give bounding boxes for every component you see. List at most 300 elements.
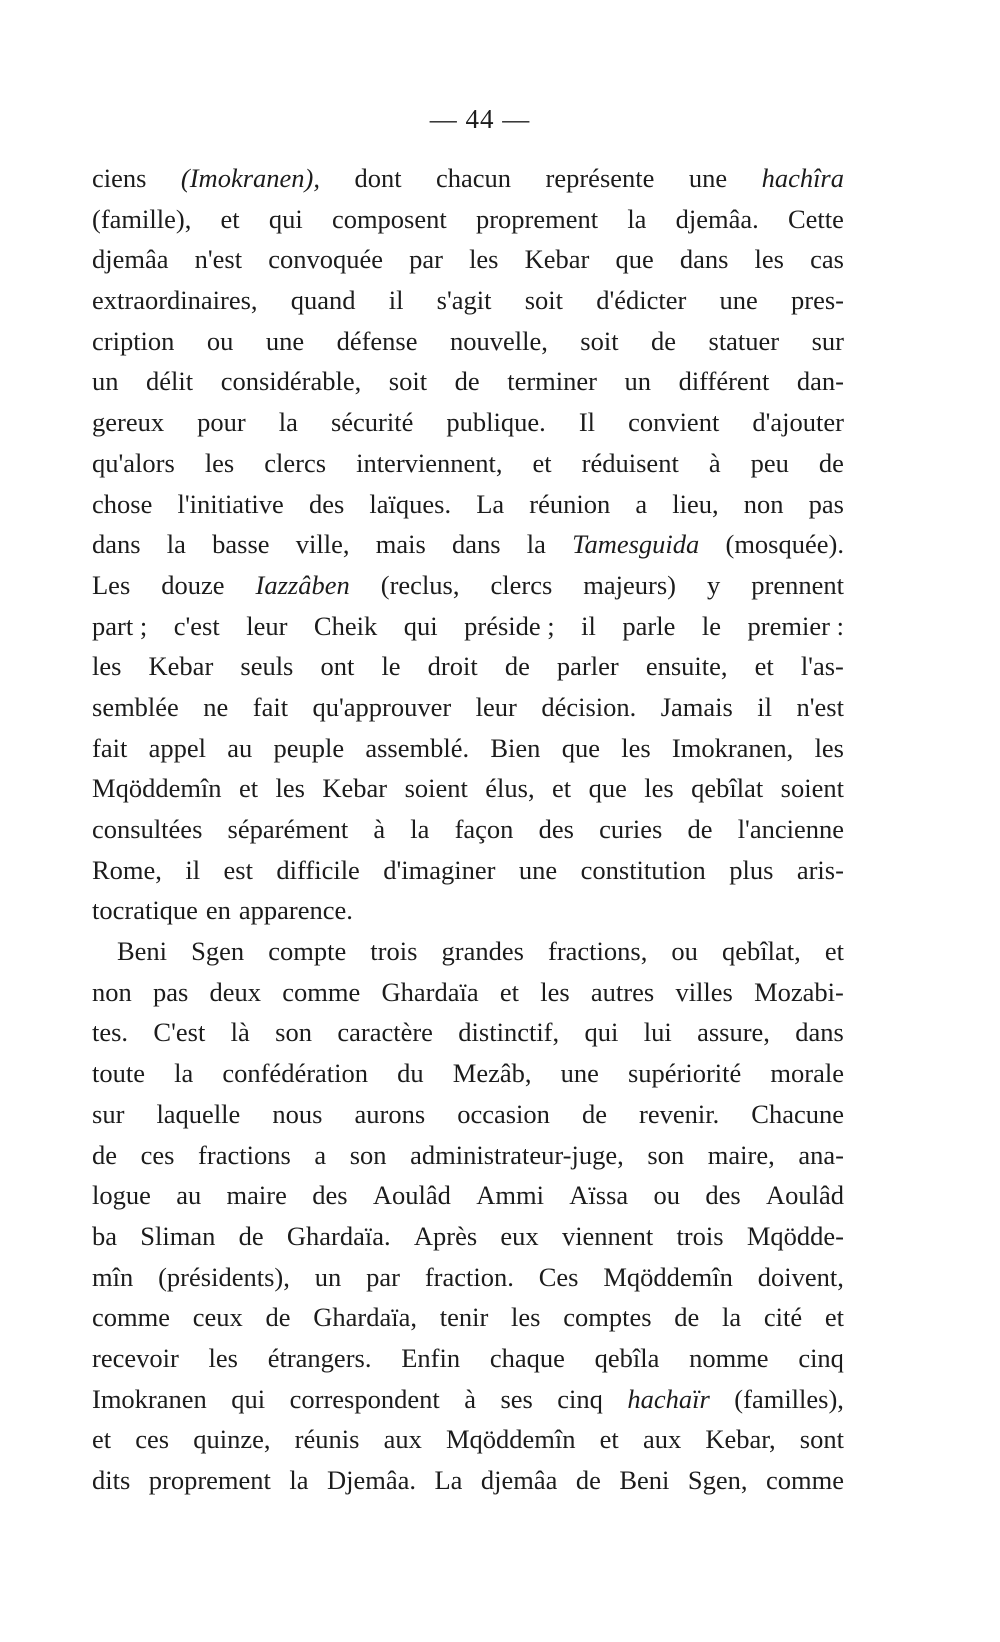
word: convoquée <box>268 244 383 275</box>
word: des <box>312 1180 348 1211</box>
word: la <box>526 529 546 560</box>
word: un <box>624 366 652 397</box>
word: eux <box>500 1220 539 1251</box>
word: qebîlat <box>691 773 764 804</box>
word: part ; <box>92 610 148 641</box>
word: cité <box>763 1302 803 1333</box>
text-line <box>92 1175 844 1216</box>
word: La <box>476 488 505 519</box>
word: qui <box>231 1383 266 1414</box>
word: mais <box>375 529 426 560</box>
word: recevoir <box>92 1342 179 1373</box>
text-line <box>92 890 844 931</box>
word: apparence. <box>238 895 353 926</box>
word: Les <box>92 569 131 600</box>
word: correspondent <box>289 1383 440 1414</box>
text-line <box>92 972 844 1013</box>
word: et <box>552 773 572 804</box>
word: ou <box>653 1180 680 1211</box>
word: de <box>92 1139 118 1170</box>
word: Mqödde- <box>746 1220 844 1251</box>
word: de <box>651 325 677 356</box>
word: leur <box>246 610 288 641</box>
word: Mqöddemîn <box>92 773 222 804</box>
word: d'ajouter <box>752 407 844 438</box>
word: appel <box>148 732 206 763</box>
word: Ghardaïa. <box>286 1220 391 1251</box>
word: la <box>627 203 647 234</box>
word: ba <box>92 1220 118 1251</box>
word: aux <box>642 1424 682 1455</box>
word: par <box>409 244 443 275</box>
word: à <box>373 814 386 844</box>
word: Mozabi- <box>754 976 844 1007</box>
word: l'ancienne <box>737 814 844 844</box>
word: Iazzâben <box>255 569 350 600</box>
word: pres- <box>791 285 844 316</box>
word: convient <box>628 407 720 438</box>
word: les <box>644 773 674 804</box>
word: quand <box>290 285 356 316</box>
text-line <box>92 1135 844 1176</box>
word: en <box>205 895 231 926</box>
word: c'est <box>173 610 220 641</box>
word: Beni <box>117 936 168 967</box>
text-line <box>92 1419 844 1460</box>
word: Aïssa <box>569 1180 629 1211</box>
text-line <box>92 1297 844 1338</box>
word: curies <box>599 814 663 844</box>
word: cas <box>810 244 844 275</box>
text-line <box>92 768 844 809</box>
word: le <box>701 610 722 641</box>
word: le <box>381 651 401 682</box>
word: Kebar <box>322 773 388 804</box>
word: occasion <box>457 1098 550 1129</box>
word: décision. <box>541 691 637 722</box>
word: et <box>532 447 552 478</box>
word: aris- <box>796 854 844 885</box>
word: laquelle <box>156 1098 241 1129</box>
word: réduisent <box>581 447 679 478</box>
word: réunis <box>294 1424 360 1455</box>
word: les <box>814 732 844 763</box>
word: terminer <box>507 366 597 397</box>
text-line <box>92 361 844 402</box>
word: logue <box>92 1180 151 1211</box>
word: (Imokranen), <box>180 163 320 193</box>
word: cinq <box>557 1383 603 1414</box>
word: cription <box>92 325 175 356</box>
word: et <box>824 1302 844 1333</box>
word: (mosquée). <box>725 529 844 560</box>
word: de <box>687 814 713 844</box>
word: supériorité <box>627 1058 742 1089</box>
word: soient <box>404 773 468 804</box>
text-line <box>92 402 844 443</box>
word: grandes <box>441 936 524 967</box>
word: d'édicter <box>596 285 687 316</box>
word: ou <box>206 325 234 356</box>
word: semblée <box>92 691 179 722</box>
word: tocratique <box>92 895 198 926</box>
word: délit <box>146 366 194 397</box>
word: confédération <box>222 1058 369 1089</box>
word: son <box>647 1139 685 1170</box>
word: là <box>230 1017 250 1048</box>
word: nous <box>272 1098 323 1129</box>
word: séparément <box>227 814 349 844</box>
word: dans <box>452 529 501 560</box>
word: Il <box>578 407 596 438</box>
word: proprement <box>475 203 599 234</box>
word: une <box>265 325 305 356</box>
word: constitution <box>580 854 706 885</box>
word: élus, <box>485 773 535 804</box>
word: composent <box>331 203 447 234</box>
word: non <box>92 976 132 1007</box>
text-line <box>92 1460 844 1501</box>
word: qui <box>584 1017 619 1048</box>
word: est <box>223 854 253 885</box>
word: leur <box>475 691 517 722</box>
word: et <box>499 976 520 1007</box>
word: Après <box>413 1220 478 1251</box>
text-line <box>92 199 844 240</box>
word: peu <box>750 447 789 478</box>
word: dan- <box>796 366 844 397</box>
word: au <box>176 1180 202 1211</box>
text-line <box>92 484 844 525</box>
word: Sgen, <box>687 1465 748 1495</box>
word: Mezâb, <box>452 1058 532 1089</box>
word: Ghardaïa, <box>313 1302 417 1333</box>
word: clercs <box>264 447 327 478</box>
text-line <box>92 1216 844 1257</box>
word: les <box>92 651 122 682</box>
word: réunion <box>529 488 611 519</box>
word: Sliman <box>140 1220 216 1251</box>
text-line <box>92 809 844 850</box>
word: Beni <box>619 1465 670 1495</box>
word: administrateur-juge, <box>410 1139 624 1170</box>
word: ses <box>500 1383 533 1414</box>
word: (famille), <box>92 203 192 234</box>
word: morale <box>770 1058 844 1089</box>
word: soit <box>388 366 428 397</box>
word: que <box>561 732 600 763</box>
word: ne <box>203 691 229 722</box>
word: seuls <box>240 651 294 682</box>
word: extraordinaires, <box>92 285 258 316</box>
word: à <box>708 447 721 478</box>
word: douze <box>161 569 225 600</box>
word: de <box>581 1098 607 1129</box>
word: n'est <box>796 691 844 722</box>
word: de <box>238 1220 264 1251</box>
word: fractions <box>198 1139 291 1170</box>
word: clercs <box>490 569 553 600</box>
text-line <box>92 1094 844 1135</box>
word: non <box>743 488 784 519</box>
word: Ammi <box>476 1180 544 1211</box>
word: Bien <box>490 732 541 763</box>
word: Kebar <box>524 244 590 275</box>
word: revenir. <box>639 1098 720 1129</box>
word: qebîlat, <box>722 936 801 967</box>
word: les <box>204 447 235 478</box>
word: la <box>174 1058 194 1089</box>
word: premier : <box>747 610 844 641</box>
word: soient <box>780 773 844 804</box>
word: toute <box>92 1058 145 1089</box>
word: les <box>511 1302 541 1333</box>
text-line <box>92 728 844 769</box>
word: doivent, <box>757 1261 844 1292</box>
word: des <box>308 488 345 519</box>
word: considérable, <box>220 366 362 397</box>
word: son <box>275 1017 312 1048</box>
word: d'imaginer <box>383 854 496 885</box>
text-line <box>92 850 844 891</box>
word: ana- <box>798 1139 844 1170</box>
word: chacun <box>436 163 512 193</box>
word: Rome, <box>92 854 162 885</box>
word: djemâa. <box>675 203 759 234</box>
word: Enfin <box>401 1342 461 1373</box>
word: prennent <box>751 569 844 600</box>
word: et <box>599 1424 619 1455</box>
word: Kebar, <box>705 1424 776 1455</box>
word: chaque <box>489 1342 565 1373</box>
word: l'initiative <box>177 488 284 519</box>
word: tes. <box>92 1017 129 1048</box>
word: au <box>227 732 253 763</box>
word: Imokranen <box>92 1383 207 1414</box>
word: majeurs) <box>583 569 677 600</box>
word: dans <box>795 1017 844 1048</box>
page-number: — 44 — <box>429 104 531 134</box>
word: préside ; <box>464 610 555 641</box>
word: Cheik <box>313 610 378 641</box>
word: et <box>754 651 774 682</box>
word: la <box>410 814 430 844</box>
word: Imokranen, <box>671 732 794 763</box>
word: ces <box>135 1424 170 1455</box>
word: compte <box>268 936 347 967</box>
word: il <box>388 285 404 316</box>
text-line <box>92 239 844 280</box>
word: et <box>824 936 844 967</box>
word: façon <box>454 814 514 844</box>
word: une <box>688 163 728 193</box>
text-line <box>92 1338 844 1379</box>
word: Chacune <box>751 1098 844 1129</box>
text-line <box>92 931 844 972</box>
word: les <box>754 244 784 275</box>
word: dans <box>92 529 141 560</box>
word: qui <box>268 203 303 234</box>
text-line <box>92 321 844 362</box>
word: à <box>464 1383 476 1414</box>
word: y <box>707 569 721 600</box>
word: lui <box>643 1017 672 1048</box>
word: djemâa <box>480 1465 558 1495</box>
word: droit <box>427 651 478 682</box>
word: comptes <box>563 1302 652 1333</box>
word: ville, <box>295 529 350 560</box>
word: différent <box>678 366 770 397</box>
word: il <box>185 854 201 885</box>
text-line <box>92 158 844 199</box>
word: gereux <box>92 407 165 438</box>
word: hachaïr <box>627 1383 710 1414</box>
word: proprement <box>148 1465 271 1495</box>
word: parler <box>556 651 619 682</box>
word: Sgen <box>191 936 245 967</box>
word: sont <box>799 1424 844 1455</box>
word: comme <box>766 1465 844 1495</box>
word: ensuite, <box>645 651 728 682</box>
word: des <box>538 814 574 844</box>
word: ont <box>320 651 355 682</box>
word: djemâa <box>92 244 169 275</box>
word: sur <box>811 325 844 356</box>
word: a <box>635 488 648 519</box>
word: et <box>92 1424 112 1455</box>
word: autres <box>590 976 655 1007</box>
word: les <box>540 976 570 1007</box>
body-text <box>92 158 844 1501</box>
word: hachîra <box>761 163 844 193</box>
word: un <box>314 1261 342 1292</box>
word: comme <box>92 1302 170 1333</box>
word: qui <box>403 610 438 641</box>
word: sur <box>92 1098 125 1129</box>
word: par <box>366 1261 400 1292</box>
word: Djemâa. <box>326 1465 417 1495</box>
word: de <box>818 447 844 478</box>
word: une <box>518 854 558 885</box>
word: les <box>208 1342 238 1373</box>
word: assemblé. <box>365 732 470 763</box>
word: Ghardaïa <box>381 976 479 1007</box>
word: fraction. <box>424 1261 514 1292</box>
word: maire, <box>707 1139 775 1170</box>
text-line <box>92 646 844 687</box>
word: Ces <box>538 1261 579 1292</box>
text-line <box>92 280 844 321</box>
word: difficile <box>276 854 360 885</box>
word: dont <box>354 163 402 193</box>
word: chose <box>92 488 153 519</box>
word: laïques. <box>369 488 452 519</box>
word: de <box>575 1465 601 1495</box>
word: représente <box>545 163 655 193</box>
word: (familles), <box>734 1383 844 1414</box>
word: basse <box>212 529 270 560</box>
word: qebîla <box>594 1342 660 1373</box>
text-line <box>92 606 844 647</box>
word: assure, <box>697 1017 770 1048</box>
word: les <box>275 773 305 804</box>
text-line <box>92 524 844 565</box>
word: nouvelle, <box>449 325 548 356</box>
word: la <box>278 407 298 438</box>
word: s'agit <box>436 285 492 316</box>
word: de <box>674 1302 700 1333</box>
word: l'as- <box>800 651 844 682</box>
word: Aoulâd <box>765 1180 844 1211</box>
word: qu'approuver <box>312 691 452 722</box>
word: dits <box>92 1465 131 1495</box>
word: Aoulâd <box>372 1180 451 1211</box>
word: soit <box>524 285 563 316</box>
word: la <box>289 1465 309 1495</box>
word: ou <box>671 936 698 967</box>
word: du <box>397 1058 424 1089</box>
word: nomme <box>689 1342 769 1373</box>
word: La <box>434 1465 463 1495</box>
text-line <box>92 1257 844 1298</box>
text-line <box>92 687 844 728</box>
word: ces <box>140 1139 175 1170</box>
word: (reclus, <box>380 569 460 600</box>
word: aurons <box>354 1098 426 1129</box>
word: une <box>719 285 758 316</box>
word: Kebar <box>148 651 214 682</box>
word: sécurité <box>330 407 414 438</box>
word: soit <box>580 325 619 356</box>
word: fait <box>252 691 289 722</box>
word: ciens <box>92 163 147 193</box>
word: parle <box>622 610 676 641</box>
text-line <box>92 1053 844 1094</box>
word: a <box>314 1139 327 1170</box>
word: les <box>621 732 651 763</box>
word: fait <box>92 732 128 763</box>
word: son <box>349 1139 387 1170</box>
word: pas <box>808 488 844 519</box>
word: interviennent, <box>356 447 503 478</box>
word: la <box>166 529 186 560</box>
word: un <box>92 366 119 397</box>
word: de <box>454 366 480 397</box>
word: consultées <box>92 814 203 844</box>
word: les <box>469 244 499 275</box>
word: la <box>722 1302 742 1333</box>
word: (présidents), <box>158 1261 290 1292</box>
word: et <box>220 203 240 234</box>
text-line <box>92 1012 844 1053</box>
word: maire <box>226 1180 287 1211</box>
word: pas <box>152 976 189 1007</box>
text-line <box>92 443 844 484</box>
text-line <box>92 1379 844 1420</box>
word: que <box>615 244 654 275</box>
word: viennent <box>561 1220 654 1251</box>
word: des <box>705 1180 741 1211</box>
word: étrangers. <box>267 1342 372 1373</box>
word: villes <box>675 976 733 1007</box>
word: distinctif, <box>458 1017 560 1048</box>
text-line <box>92 565 844 606</box>
word: Mqöddemîn <box>603 1261 733 1292</box>
word: Cette <box>787 203 844 234</box>
word: C'est <box>153 1017 206 1048</box>
word: Jamais <box>660 691 733 722</box>
word: que <box>588 773 627 804</box>
